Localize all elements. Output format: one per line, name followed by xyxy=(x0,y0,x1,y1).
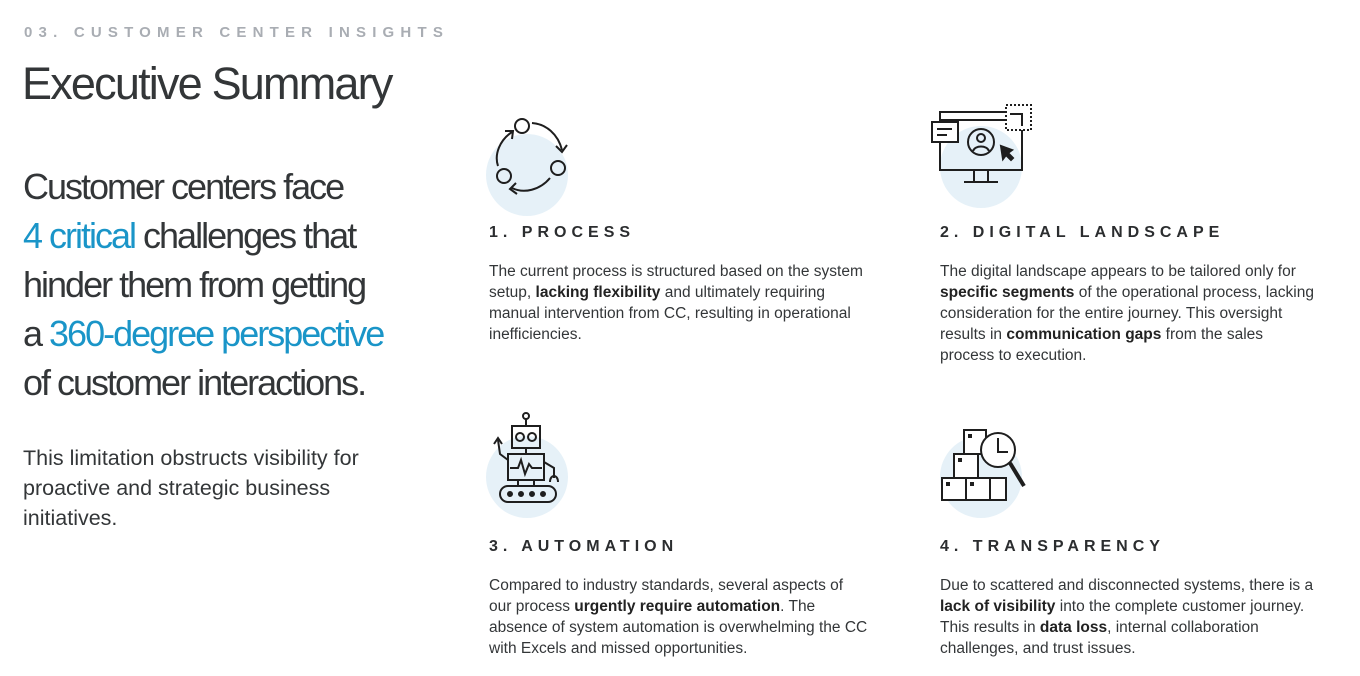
card-body xyxy=(489,575,869,659)
headline-line-3: hinder them from getting xyxy=(23,264,366,305)
monitor-profile-icon xyxy=(930,102,1040,212)
card-digital-landscape xyxy=(930,102,1314,364)
text-part: Due to scattered and disconnected systems, there is a xyxy=(940,577,1314,594)
text-part: The digital landscape appears to be tailored only for xyxy=(940,263,1296,280)
boxes-magnifier-icon xyxy=(930,420,1040,530)
headline-line-5: of customer interactions. xyxy=(23,362,366,403)
page-title: Executive Summary xyxy=(22,58,392,109)
headline xyxy=(23,162,443,407)
card-body xyxy=(940,261,1320,366)
headline-line-1: Customer centers face xyxy=(23,166,344,207)
robot-conveyor-icon xyxy=(488,410,598,520)
headline-line-2-rest: challenges that xyxy=(135,215,356,256)
card-transparency xyxy=(930,420,1314,657)
headline-line-4-lead: a xyxy=(23,313,50,354)
headline-line-4 xyxy=(23,309,443,358)
text-part: and ultimately requiring manual intervention from CC, resulting in operational inefficiencies. xyxy=(489,284,851,343)
card-automation xyxy=(488,410,868,657)
text-part: of the operational process, lacking consideration for the entire journey. This oversight results in xyxy=(940,284,1314,343)
headline-highlight-critical: 4 critical xyxy=(23,215,136,256)
text-part: The current process is structured based on the system setup, xyxy=(489,263,863,301)
summary-text: This limitation obstructs visibility for proactive and strategic business initiatives. xyxy=(23,446,359,530)
cycle-arrows-icon xyxy=(488,110,598,220)
card-title: 2. DIGITAL LANDSCAPE xyxy=(940,224,1225,241)
text-part: Compared to industry standards, several aspects of our process xyxy=(489,577,844,615)
text-part: . The absence of system automation is overwhelming the CC with Excels and missed opportunities. xyxy=(489,598,868,657)
bold-part: lack of visibility xyxy=(940,598,1056,615)
bold-part: lacking flexibility xyxy=(535,284,661,301)
card-title: 3. AUTOMATION xyxy=(489,538,679,555)
text-part: , internal collaboration challenges, and trust issues. xyxy=(940,619,1259,657)
bold-part: specific segments xyxy=(940,284,1075,301)
text-part: from the sales process to execution. xyxy=(940,326,1264,364)
headline-line-2 xyxy=(23,211,443,260)
section-label: 03. CUSTOMER CENTER INSIGHTS xyxy=(24,24,450,41)
text-part: into the complete customer journey. This results in xyxy=(940,598,1305,636)
card-title: 1. PROCESS xyxy=(489,224,636,241)
bold-part: communication gaps xyxy=(1006,326,1162,343)
headline-highlight-360: 360-degree perspective xyxy=(49,313,384,354)
card-title: 4. TRANSPARENCY xyxy=(940,538,1165,555)
card-body xyxy=(489,261,869,345)
card-process xyxy=(488,110,868,343)
card-body xyxy=(940,575,1320,659)
bold-part: data loss xyxy=(1039,619,1108,636)
bold-part: urgently require automation xyxy=(574,598,781,615)
